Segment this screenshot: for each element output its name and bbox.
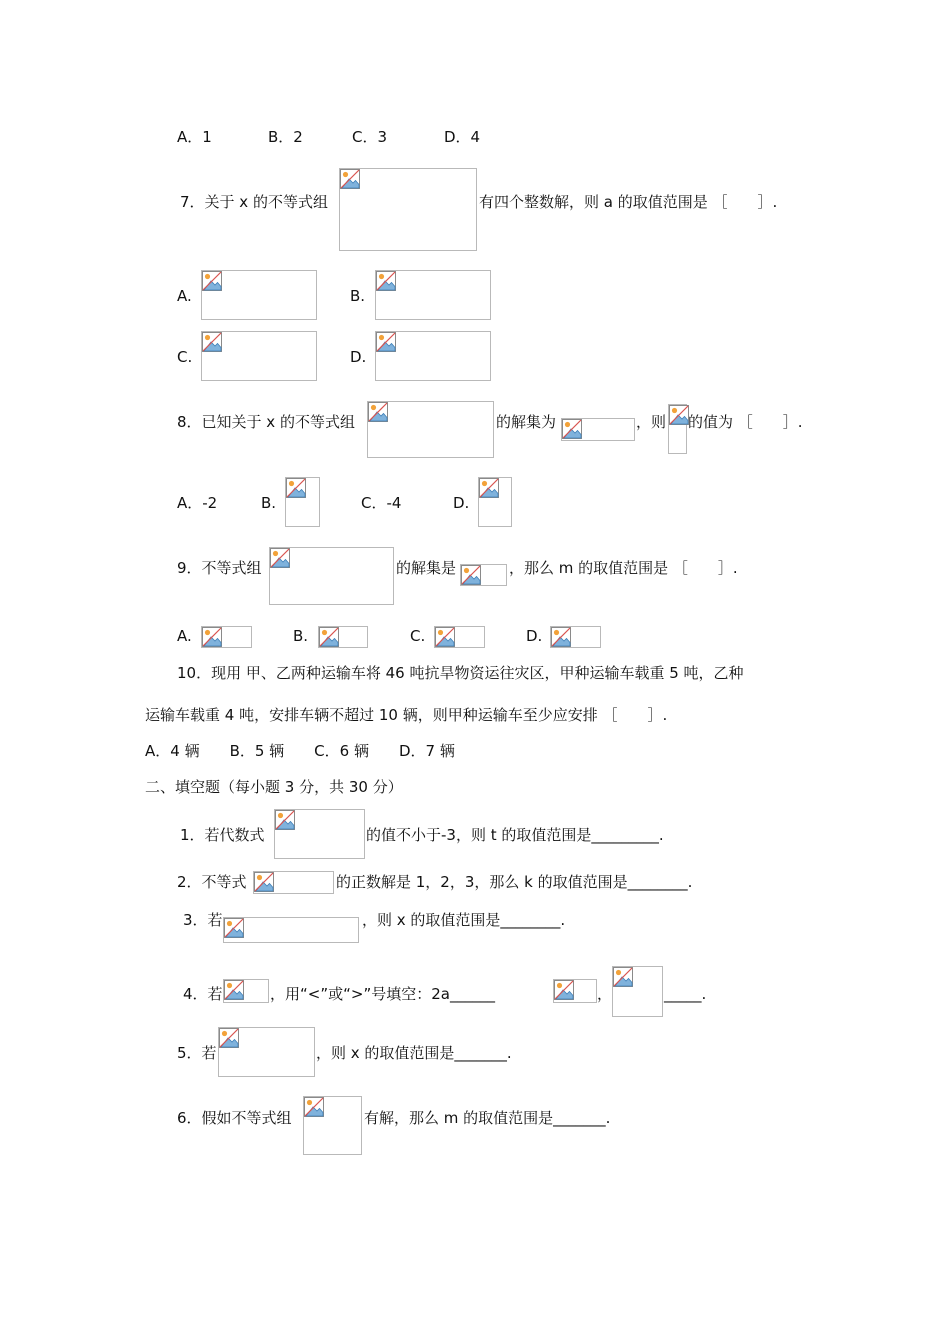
broken-image-icon [340,169,360,189]
broken-image-icon [479,478,499,498]
broken-image-icon [368,402,388,422]
broken-image-icon [219,1028,239,1048]
q7-option-d-image [375,331,491,381]
q9-prefix: 9．不等式组 [177,559,262,577]
q9-option-d-label: D. [526,627,543,645]
q8-option-d-label: D. [453,494,470,512]
q9-option-b-image [318,626,368,648]
f1-prefix: 1．若代数式 [180,826,265,844]
f3-prefix: 3．若 [183,911,223,929]
q7-option-b-label: B. [350,287,366,305]
broken-image-icon [551,627,571,647]
f4-suffix: _____. [664,985,707,1003]
broken-image-icon [270,548,290,568]
q8-prefix: 8．已知关于 x 的不等式组 [177,413,355,431]
broken-image-icon [376,332,396,352]
q9-option-c-label: C. [410,627,426,645]
f4-prefix: 4．若 [183,985,223,1003]
f5-suffix: ，则 x 的取值范围是_______. [316,1044,512,1062]
f3-condition-image [223,917,359,943]
broken-image-icon [202,627,222,647]
broken-image-icon [275,810,295,830]
q9-option-b-label: B. [293,627,309,645]
f5-condition-image [218,1027,315,1077]
q8-option-a: A．-2 [177,494,218,512]
broken-image-icon [613,967,633,987]
section2-heading: 二、填空题（每小题 3 分，共 30 分） [145,778,403,796]
f3-suffix: ，则 x 的取值范围是________. [362,911,566,929]
q7-option-a-label: A. [177,287,192,305]
f6-prefix: 6．假如不等式组 [177,1109,292,1127]
broken-image-icon [319,627,339,647]
f4-mid1: ，用“<”或“>”号填空：2a______ [270,985,495,1003]
q9-suffix: ，那么 m 的取值范围是 ［ ］. [509,559,738,577]
q9-option-c-image [434,626,485,648]
q7-option-d-label: D. [350,348,367,366]
f4-expression1-image [553,979,597,1003]
q8-option-b-image [285,477,320,527]
q8-solution-image [561,418,635,441]
q8-option-d-image [478,477,512,527]
q7-option-b-image [375,270,491,320]
broken-image-icon [304,1097,324,1117]
broken-image-icon [461,565,481,585]
q9-solution-image [460,564,507,586]
q7-option-c-image [201,331,317,381]
broken-image-icon [254,872,274,892]
q7-suffix: 有四个整数解，则 a 的取值范围是 ［ ］. [479,193,778,211]
f6-inequality-image [303,1096,362,1155]
broken-image-icon [554,980,574,1000]
q8-mid2: ，则 [636,413,667,431]
broken-image-icon [286,478,306,498]
broken-image-icon [562,419,582,439]
q10-line2: 运输车载重 4 吨，安排车辆不超过 10 辆，则甲种运输车至少应安排 ［ ］. [145,706,668,724]
broken-image-icon [669,405,689,425]
f1-expression-image [274,809,365,859]
q6-option-a: A．1 [177,128,212,146]
q9-inequality-image [269,547,394,605]
q8-mid1: 的解集为 [496,413,557,431]
f2-suffix: 的正数解是 1，2，3，那么 k 的取值范围是________. [336,873,693,891]
q7-inequality-image [339,168,477,251]
f1-suffix: 的值不小于-3，则 t 的取值范围是_________. [366,826,664,844]
q9-option-a-image [201,626,252,648]
f5-prefix: 5．若 [177,1044,217,1062]
f4-expression2-image [612,966,663,1017]
broken-image-icon [224,918,244,938]
q9-option-a-label: A. [177,627,192,645]
q7-option-c-label: C. [177,348,193,366]
q8-inequality-image [367,401,494,458]
broken-image-icon [202,332,222,352]
q6-option-d: D．4 [444,128,481,146]
q9-mid: 的解集是 [396,559,457,577]
q8-suffix: 的值为 ［ ］. [688,413,803,431]
q7-option-a-image [201,270,317,320]
q8-expression-image [668,404,687,454]
f2-prefix: 2．不等式 [177,873,247,891]
q7-prefix: 7．关于 x 的不等式组 [180,193,328,211]
q9-option-d-image [550,626,601,648]
f4-condition-image [223,979,269,1003]
q6-option-c: C．3 [352,128,388,146]
broken-image-icon [224,980,244,1000]
f6-suffix: 有解，那么 m 的取值范围是_______. [364,1109,611,1127]
f2-inequality-image [253,871,334,894]
q10-line1: 10．现用 甲、乙两种运输车将 46 吨抗旱物资运往灾区，甲种运输车载重 5 吨，乙种 [177,664,744,682]
q8-option-c: C．-4 [361,494,402,512]
broken-image-icon [376,271,396,291]
q8-option-b-label: B. [261,494,277,512]
broken-image-icon [435,627,455,647]
q10-options: A．4 辆 B．5 辆 C．6 辆 D．7 辆 [145,742,455,760]
f4-mid2: ， [597,985,613,1003]
broken-image-icon [202,271,222,291]
q6-option-b: B．2 [268,128,303,146]
